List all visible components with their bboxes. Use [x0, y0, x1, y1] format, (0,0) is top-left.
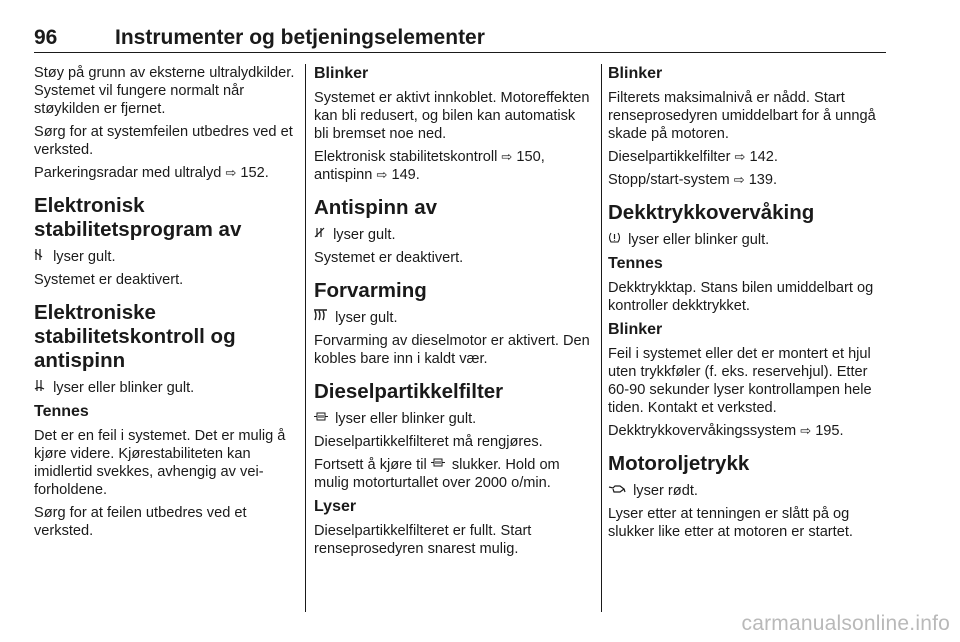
paragraph-text: antispinn [314, 167, 373, 183]
column-divider [601, 64, 602, 612]
paragraph-text: Stopp/start-system [608, 172, 730, 188]
paragraph: Lyser etter at tenningen er slått på og slukker like etter at motoren er startet. [608, 506, 853, 540]
section-heading: Dekktrykkovervåking [608, 201, 815, 224]
particulate-filter-icon [431, 456, 445, 474]
indicator-text: lyser gult. [53, 249, 116, 265]
paragraph-text: Fortsett å kjøre til [314, 457, 427, 473]
indicator-text: lyser eller blinker gult. [53, 380, 195, 396]
watermark: carmanualsonline.info [741, 612, 950, 635]
paragraph [314, 456, 593, 492]
indicator-line [34, 379, 298, 397]
paragraph: Systemet er deaktivert. [34, 272, 184, 288]
paragraph [608, 148, 886, 166]
indicator-text: lyser eller blinker gult. [628, 232, 770, 248]
section-heading: Forvarming [314, 279, 427, 302]
page-header [34, 24, 886, 53]
indicator-text: lyser eller blinker gult. [335, 411, 477, 427]
indicator-line [314, 226, 593, 244]
subsection-heading: Blinker [608, 65, 663, 82]
page-ref[interactable]: 139. [748, 172, 778, 188]
stability-control-icon [34, 379, 46, 397]
page-ref[interactable]: 195. [815, 423, 844, 439]
page-ref[interactable]: 150, [516, 149, 545, 165]
subsection-heading: Blinker [608, 321, 663, 338]
indicator-text: lyser gult. [333, 227, 396, 243]
paragraph [34, 164, 298, 182]
paragraph: Det er en feil i systemet. Det er mulig å kjøre videre. Kjørestabiliteten kan imidlertid svekkes, avhengig av veiforholdene. [34, 428, 286, 498]
indicator-line [314, 410, 593, 428]
section-heading: Dieselpartikkelfilter [314, 380, 504, 403]
paragraph: Sørg for at systemfeilen utbedres ved et verksted. [34, 124, 293, 158]
subsection-heading: Lyser [314, 498, 357, 515]
page-title: Instrumenter og betjeningselementer [115, 26, 485, 49]
page-ref-arrow-icon: ⇨ [800, 423, 812, 438]
paragraph-text: Elektronisk stabilitetskontroll [314, 149, 498, 165]
traction-off-icon [314, 226, 326, 244]
paragraph: Dieselpartikkelfilteret må rengjøres. [314, 434, 543, 450]
paragraph: Dekktrykktap. Stans bilen umiddelbart og kontroller dekktrykket. [608, 280, 874, 314]
tire-pressure-icon [608, 231, 621, 249]
paragraph-text: Dekktrykkovervåkingssystem [608, 423, 797, 439]
column-2 [314, 64, 593, 610]
subsection-heading: Blinker [314, 65, 369, 82]
paragraph [314, 148, 593, 184]
column-divider [305, 64, 306, 612]
paragraph: Sørg for at feilen utbedres ved et verksted. [34, 505, 247, 539]
column-3 [608, 64, 886, 610]
indicator-line [34, 248, 298, 266]
paragraph: Filterets maksimalnivå er nådd. Start renseprosedyren umiddelbart for å unngå skade på motoren. [608, 90, 876, 142]
section-heading: Elektroniske stabilitetskontroll og antispinn [34, 301, 236, 372]
paragraph: Feil i systemet eller det er montert et hjul uten trykkføler (f. eks. reservehjul). Etter 60-90 sekunder lyser kontrollampen hele tiden. Kontakt et verksted. [608, 346, 872, 416]
page-ref-arrow-icon: ⇨ [733, 172, 745, 187]
page-number: 96 [34, 26, 58, 49]
particulate-filter-icon [314, 410, 328, 428]
subsection-heading: Tennes [608, 255, 663, 272]
page-ref[interactable]: 142. [749, 149, 778, 165]
page-ref[interactable]: 149. [391, 167, 420, 183]
section-heading: Motoroljetrykk [608, 452, 750, 475]
page-ref-arrow-icon: ⇨ [376, 167, 388, 182]
paragraph-text: slukker. Hold om mulig motorturtallet over 2000 o/min. [314, 457, 560, 491]
indicator-line [608, 231, 886, 249]
paragraph: Systemet er deaktivert. [314, 250, 464, 266]
indicator-line [608, 482, 886, 500]
paragraph: Dieselpartikkelfilteret er fullt. Start renseprosedyren snarest mulig. [314, 523, 532, 557]
page-ref-arrow-icon: ⇨ [501, 149, 513, 164]
section-heading: Antispinn av [314, 196, 438, 219]
esp-off-icon [34, 248, 46, 266]
page-ref[interactable]: 152. [240, 165, 269, 181]
paragraph [608, 171, 886, 189]
indicator-text: lyser gult. [335, 310, 398, 326]
paragraph: Støy på grunn av eksterne ultralydkilder. Systemet vil fungere normalt når støykilden er fjernet. [34, 65, 295, 117]
paragraph-text: Dieselpartikkelfilter [608, 149, 731, 165]
page-ref-arrow-icon: ⇨ [225, 165, 237, 180]
column-1 [34, 64, 298, 610]
page-ref-arrow-icon: ⇨ [734, 149, 746, 164]
section-heading: Elektronisk stabilitetsprogram av [34, 194, 242, 241]
indicator-line [314, 309, 593, 327]
paragraph-text: Parkeringsradar med ultralyd [34, 165, 222, 181]
indicator-text: lyser rødt. [633, 483, 698, 499]
subsection-heading: Tennes [34, 403, 89, 420]
paragraph [608, 422, 886, 440]
paragraph: Forvarming av dieselmotor er aktivert. Den kobles bare inn i kaldt vær. [314, 333, 590, 367]
glow-plug-icon [314, 309, 328, 327]
paragraph: Systemet er aktivt innkoblet. Motoreffekten kan bli redusert, og bilen kan automatisk bli bremset noe ned. [314, 90, 590, 142]
oil-pressure-icon [608, 482, 626, 500]
